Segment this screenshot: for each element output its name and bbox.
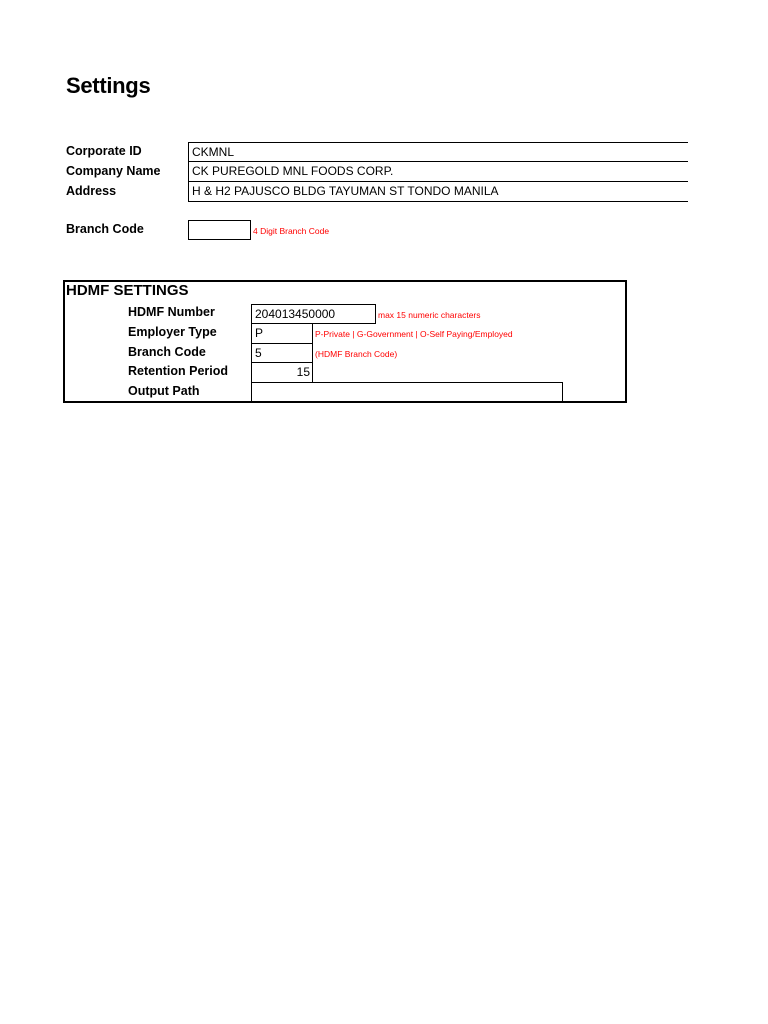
address-label: Address (66, 184, 117, 198)
output-path-field[interactable] (251, 382, 563, 402)
output-path-label: Output Path (128, 384, 200, 398)
address-field[interactable]: H & H2 PAJUSCO BLDG TAYUMAN ST TONDO MANILA (188, 181, 688, 202)
hdmf-branch-code-field[interactable]: 5 (251, 343, 313, 363)
company-name-field[interactable]: CK PUREGOLD MNL FOODS CORP. (188, 161, 688, 182)
retention-period-label: Retention Period (128, 364, 229, 378)
hdmf-number-hint: max 15 numeric characters (378, 310, 481, 320)
branch-code-hint: 4 Digit Branch Code (253, 226, 330, 236)
hdmf-branch-code-hint: (HDMF Branch Code) (315, 349, 398, 359)
corporate-id-field[interactable]: CKMNL (188, 142, 688, 162)
hdmf-number-label: HDMF Number (128, 305, 215, 319)
branch-code-label: Branch Code (66, 222, 144, 236)
hdmf-number-field[interactable]: 204013450000 (251, 304, 376, 324)
corporate-id-label: Corporate ID (66, 144, 142, 158)
employer-type-field[interactable]: P (251, 323, 313, 344)
employer-type-hint: P-Private | G-Government | O-Self Paying/Employed (315, 329, 513, 339)
retention-period-field[interactable]: 15 (251, 362, 313, 383)
branch-code-field[interactable] (188, 220, 251, 240)
hdmf-settings-title: HDMF SETTINGS (66, 282, 189, 299)
page-title: Settings (66, 73, 151, 98)
company-name-label: Company Name (66, 164, 161, 178)
employer-type-label: Employer Type (128, 325, 217, 339)
hdmf-branch-code-label: Branch Code (128, 345, 206, 359)
